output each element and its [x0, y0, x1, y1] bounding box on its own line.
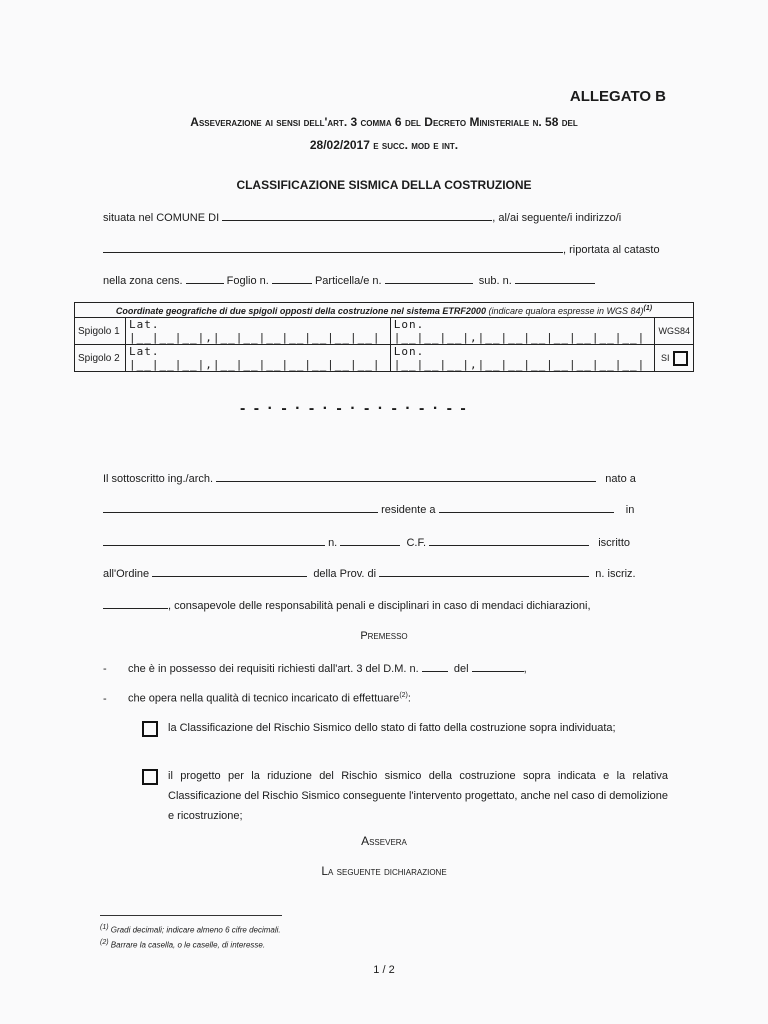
comune-label: situata nel COMUNE DI	[103, 212, 220, 224]
title-line-2: 28/02/2017 e succ. mod e int.	[309, 138, 459, 152]
residente-label: residente a	[381, 504, 436, 516]
spigolo-2-lat[interactable]: Lat. |__|__|__|,|__|__|__|__|__|__|__|	[126, 345, 391, 372]
spigolo-2-label: Spigolo 2	[75, 345, 126, 372]
spigolo-2-lon[interactable]: Lon. |__|__|__|,|__|__|__|__|__|__|__|	[390, 345, 655, 372]
spigolo-2-row	[75, 345, 694, 372]
particella-label: Particella/e n.	[314, 275, 382, 287]
spigolo-1-lon[interactable]: Lon. |__|__|__|,|__|__|__|__|__|__|__|	[390, 318, 655, 345]
wgs84-checkbox[interactable]	[673, 351, 688, 366]
footnote-1: $^{(1)}$ Gradi decimali; indicare almeno 6 cifre decimali.	[100, 924, 281, 935]
iscritto-label: iscritto	[598, 537, 631, 549]
foglio-field[interactable]	[272, 283, 312, 284]
residente-field[interactable]	[439, 512, 614, 513]
dm-date-field[interactable]	[472, 671, 524, 672]
option-2-checkbox[interactable]	[142, 769, 158, 785]
premesso-item-2-text: che opera nella qualità di tecnico incaricato di effettuare	[128, 692, 400, 705]
prov-label: della Prov. di	[313, 568, 377, 580]
footnote-2: $^{(2)}$ Barrare la casella, o le caselle, di interesse.	[100, 939, 266, 950]
coordinates-table	[74, 302, 694, 372]
consapevole-line	[103, 600, 591, 612]
comune-field[interactable]	[222, 220, 492, 221]
si-label: SI	[660, 352, 670, 363]
catasto-label: , riportata al catasto	[563, 244, 660, 256]
sub-field[interactable]	[515, 283, 595, 284]
dichiarazione-title: La seguente dichiarazione	[321, 864, 447, 878]
spigolo-1-label: Spigolo 1	[75, 318, 126, 345]
footnote-separator	[100, 915, 282, 916]
premesso-item-1-text: che è in possesso dei requisiti richiesti dall'art. 3 del D.M. n.	[128, 663, 419, 675]
nato-label: nato a	[605, 473, 636, 485]
indirizzo-line	[103, 244, 660, 256]
spigolo-1-row	[75, 318, 694, 345]
indirizzo-field[interactable]	[103, 252, 563, 253]
prov-field[interactable]	[379, 576, 589, 577]
consapevole-text: , consapevole delle responsabilità penali e disciplinari in caso di mendaci dichiarazioni,	[168, 600, 591, 612]
premesso-title: Premesso	[360, 630, 408, 642]
page-number: 1 / 2	[373, 964, 395, 976]
cf-label: C.F.	[406, 537, 426, 549]
sottoscritto-field[interactable]	[216, 481, 596, 482]
section-title: CLASSIFICAZIONE SISMICA DELLA COSTRUZIONE	[236, 178, 532, 192]
del-label: del	[453, 663, 469, 675]
foglio-label: Foglio n.	[226, 275, 269, 287]
wgs84-label: WGS84	[655, 318, 694, 345]
allegato-label: ALLEGATO B	[569, 88, 666, 105]
wgs84-si-cell	[655, 345, 694, 372]
ordine-label: all'Ordine	[103, 568, 150, 580]
option-2-text: il progetto per la riduzione del Rischio sismico della costruzione sopra indicata e la relativa Classificazione del Rischio Sismico conseguente l'intervento progettato, anche nel caso di demolizione e ricostruzione;	[168, 770, 668, 822]
particella-field[interactable]	[385, 283, 473, 284]
indirizzo-declarant-line	[103, 537, 630, 549]
indirizzo-label: , al/ai seguente/i indirizzo/i	[492, 212, 622, 224]
zona-field[interactable]	[186, 283, 224, 284]
assevera-title: Assevera	[361, 834, 407, 848]
catasto-line	[103, 275, 595, 287]
sottoscritto-line	[103, 473, 636, 485]
option-1-checkbox[interactable]	[142, 721, 158, 737]
premesso-item-2: - che opera nella qualità di tecnico incaricato di effettuare$^{(2)}$:	[103, 692, 411, 705]
premesso-item-1: - che è in possesso dei requisiti richiesti dall'art. 3 del D.M. n. del ,	[103, 663, 527, 675]
option-1-text: la Classificazione del Rischio Sismico dello stato di fatto della costruzione sopra individuata;	[168, 722, 616, 734]
ordine-field[interactable]	[152, 576, 307, 577]
in-label: in	[625, 504, 635, 516]
ordine-line	[103, 568, 636, 580]
residente-line	[103, 504, 634, 516]
title-line-1: Asseverazione ai sensi dell'art. 3 comma 6 del Decreto Ministeriale n. 58 del	[190, 115, 578, 129]
cf-field[interactable]	[429, 545, 589, 546]
sub-label: sub. n.	[478, 275, 512, 287]
dm-number-field[interactable]	[422, 671, 448, 672]
civico-field[interactable]	[340, 545, 400, 546]
nato-field[interactable]	[103, 512, 378, 513]
sottoscritto-label: Il sottoscritto ing./arch.	[103, 473, 214, 485]
spigolo-1-lat[interactable]: Lat. |__|__|__|,|__|__|__|__|__|__|__|	[126, 318, 391, 345]
zona-label: nella zona cens.	[103, 275, 183, 287]
coordinates-header: Coordinate geografiche di due spigoli opposti della costruzione nel sistema ETRF2000 (indicare qualora espresse in WGS 84)$^{(1)}$	[75, 303, 694, 318]
iscriz-label: n. iscriz.	[595, 568, 636, 580]
n-label: n.	[328, 537, 338, 549]
via-field[interactable]	[103, 545, 325, 546]
iscriz-field[interactable]	[103, 608, 168, 609]
separator: - - · - · - · - · - · - · - · - -	[240, 400, 468, 417]
comune-line	[103, 212, 621, 224]
